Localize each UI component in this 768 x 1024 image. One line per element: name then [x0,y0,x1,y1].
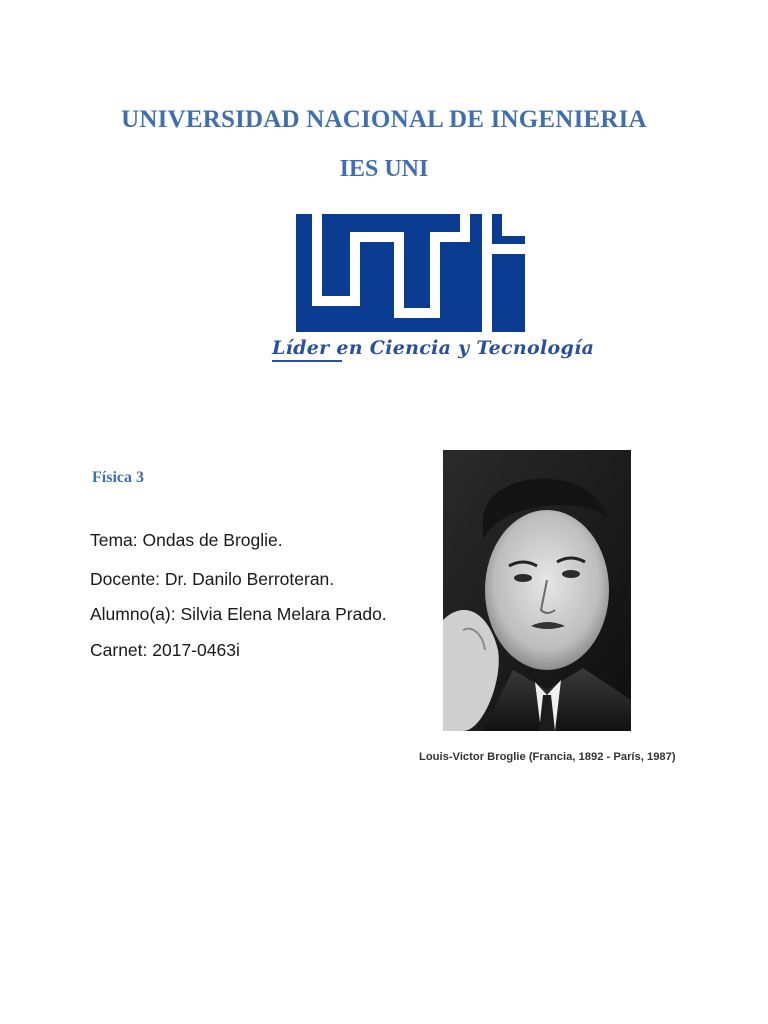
course-title: Física 3 [92,469,144,486]
logo-slogan: Líder en Ciencia y Tecnología [272,337,595,359]
slogan-underline [272,360,342,362]
uni-logo-icon [296,214,525,332]
university-title: UNIVERSIDAD NACIONAL DE INGENIERIA [121,106,647,133]
alumno-line: Alumno(a): Silvia Elena Melara Prado. [90,604,387,624]
photo-caption: Louis-Victor Broglie (Francia, 1892 - París, 1987) [419,751,676,763]
tema-line: Tema: Ondas de Broglie. [90,530,283,550]
docente-line: Docente: Dr. Danilo Berroteran. [90,569,335,589]
institute-title: IES UNI [339,156,429,182]
carnet-line: Carnet: 2017-0463i [90,640,240,660]
portrait-photo [443,450,631,731]
